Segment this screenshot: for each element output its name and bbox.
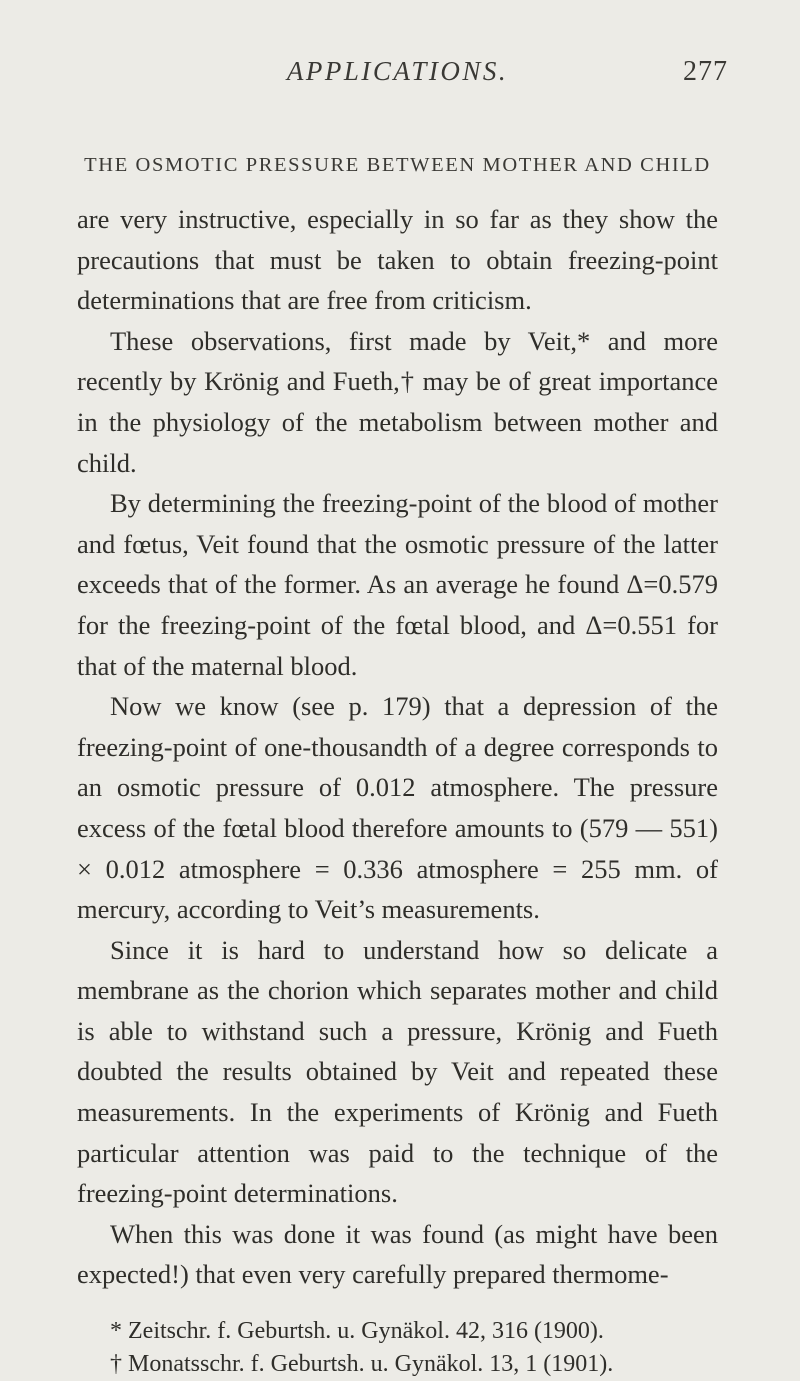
paragraph: When this was done it was found (as might have been expected!) that even very carefully prepared thermome- xyxy=(77,1218,718,1290)
paragraph-continuation: are very instructive, especially in so far as they show the precautions that must be taken to obtain freezing-point determinations that are free from criticism. xyxy=(77,204,718,316)
paragraph: Now we know (see p. 179) that a depression of the freezing-point of one-thousandth of a degree corresponds to an osmotic pressure of 0.012 atmosphere. The pressure excess of the fœtal blood therefore amounts to (579 — 551) × 0.012 atmosphere = 0.336 atmosphere = 255 mm. of mercury, according to Veit’s measurements. xyxy=(77,691,718,925)
running-head xyxy=(77,56,728,96)
running-title: APPLICATIONS. xyxy=(286,56,509,86)
footnote: † Monatsschr. f. Geburtsh. u. Gynäkol. 13, 1 (1901). xyxy=(110,1351,614,1378)
book-page xyxy=(0,56,800,1378)
footnote: * Zeitschr. f. Geburtsh. u. Gynäkol. 42, 316 (1900). xyxy=(110,1318,604,1345)
chapter-title: THE OSMOTIC PRESSURE BETWEEN MOTHER AND CHILD xyxy=(84,154,711,176)
paragraph: By determining the freezing-point of the blood of mother and fœtus, Veit found that the osmotic pressure of the latter exceeds that of the former. As an average he found Δ=0.579 for the freezing-point of the fœtal blood, and Δ=0.551 for that of the maternal blood. xyxy=(77,488,718,681)
paragraph: Since it is hard to understand how so delicate a membrane as the chorion which separates mother and child is able to withstand such a pressure, Krönig and Fueth doubted the results obtained by Veit and repeated these measurements. In the experiments of Krönig and Fueth particular attention was paid to the technique of the freezing-point determinations. xyxy=(77,934,718,1209)
body-text xyxy=(77,199,718,1295)
footnotes xyxy=(77,1315,718,1381)
page-number: 277 xyxy=(683,56,728,87)
paragraph: These observations, first made by Veit,* and more recently by Krönig and Fueth,† may be of great importance in the physiology of the metabolism between mother and child. xyxy=(77,325,718,478)
